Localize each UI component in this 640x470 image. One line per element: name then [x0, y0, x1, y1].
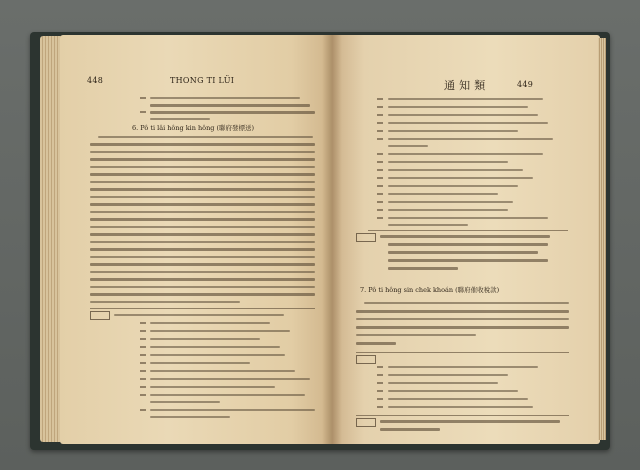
book-gutter: [322, 35, 342, 444]
right-page-number: 449: [517, 80, 534, 89]
left-page: [60, 35, 332, 444]
left-page-edges: [40, 36, 62, 442]
right-section-heading: 7. Pô ti hông sin chek khoán (聯府催收稅款): [360, 286, 500, 294]
left-page-number: 448: [87, 76, 104, 85]
left-running-title: THONG TI LÜI: [170, 76, 235, 85]
left-section-heading: 6. Pô ti lâi hông kin hông (聯府發標送): [132, 124, 255, 132]
right-running-title: 通 知 類: [444, 79, 486, 92]
right-page: [332, 35, 600, 444]
right-page-edges: [598, 38, 606, 440]
